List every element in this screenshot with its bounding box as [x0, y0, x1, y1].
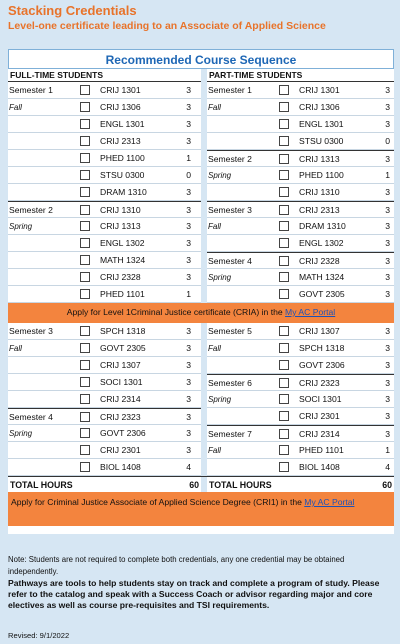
- course-hours: 3: [385, 119, 390, 129]
- semester-label: Semester 2: [9, 205, 53, 215]
- course-checkbox[interactable]: [279, 205, 289, 215]
- checkbox-cell: [70, 150, 100, 166]
- course-checkbox[interactable]: [80, 462, 90, 472]
- course-checkbox[interactable]: [80, 289, 90, 299]
- certificate-banner: [8, 303, 394, 323]
- course-checkbox[interactable]: [279, 394, 289, 404]
- course-checkbox[interactable]: [80, 85, 90, 95]
- course-checkbox[interactable]: [80, 360, 90, 370]
- course-row: [207, 374, 394, 391]
- course-hours: 3: [385, 85, 390, 95]
- course-hours: 3: [186, 238, 191, 248]
- checkbox-cell: [269, 286, 299, 302]
- semester-spacer: [8, 391, 70, 407]
- semester-spacer: [207, 133, 269, 149]
- course-hours: 3: [385, 394, 390, 404]
- course-code: PHED 1101: [299, 445, 344, 455]
- checkbox-cell: [70, 133, 100, 149]
- course-hours: 3: [186, 205, 191, 215]
- checkbox-cell: [70, 167, 100, 183]
- course-hours: 3: [186, 102, 191, 112]
- part-time-heading: PART-TIME STUDENTS: [207, 69, 394, 82]
- checkbox-cell: [70, 374, 100, 390]
- semester-label: Semester 3: [208, 205, 252, 215]
- course-checkbox[interactable]: [80, 377, 90, 387]
- term-label: Fall: [208, 103, 221, 112]
- total-hours-value: 60: [189, 480, 199, 490]
- course-hours: 4: [385, 462, 390, 472]
- course-checkbox[interactable]: [80, 102, 90, 112]
- term-label: Spring: [208, 395, 232, 404]
- course-row: [8, 184, 201, 201]
- term-label: Spring: [208, 273, 232, 282]
- course-hours: 1: [385, 445, 390, 455]
- course-code: MATH 1324: [100, 255, 146, 265]
- semester-label: Semester 6: [208, 378, 252, 388]
- course-hours: 3: [186, 119, 191, 129]
- course-code: CRIJ 1313: [299, 154, 340, 164]
- course-row: [8, 425, 201, 442]
- semester-label: Semester 4: [9, 412, 53, 422]
- course-hours: 3: [385, 154, 390, 164]
- course-checkbox[interactable]: [279, 170, 289, 180]
- course-hours: 3: [385, 429, 390, 439]
- checkbox-cell: [70, 409, 100, 424]
- course-code: BIOL 1408: [100, 462, 141, 472]
- course-row: [207, 425, 394, 442]
- course-hours: 3: [186, 412, 191, 422]
- course-checkbox[interactable]: [279, 154, 289, 164]
- course-checkbox[interactable]: [80, 428, 90, 438]
- semester-spacer: [8, 286, 70, 302]
- course-checkbox[interactable]: [80, 272, 90, 282]
- course-row: [207, 82, 394, 99]
- course-code: CRIJ 2328: [100, 272, 141, 282]
- checkbox-cell: [269, 408, 299, 424]
- course-checkbox[interactable]: [80, 136, 90, 146]
- course-checkbox[interactable]: [279, 343, 289, 353]
- course-hours: 3: [385, 205, 390, 215]
- semester-spacer: [8, 184, 70, 200]
- checkbox-cell: [269, 426, 299, 441]
- course-code: ENGL 1301: [100, 119, 145, 129]
- course-row: [8, 269, 201, 286]
- checkbox-cell: [269, 82, 299, 98]
- course-code: SOCI 1301: [100, 377, 143, 387]
- checkbox-cell: [70, 323, 100, 339]
- semester-spacer: [8, 116, 70, 132]
- course-row: [207, 218, 394, 235]
- semester-spacer: [207, 235, 269, 251]
- semester-spacer: [207, 459, 269, 475]
- course-code: CRIJ 1301: [299, 85, 340, 95]
- my-ac-portal-link[interactable]: My AC Portal: [285, 307, 336, 317]
- semester-spacer: [8, 442, 70, 458]
- course-row: [8, 323, 201, 340]
- course-row: [8, 82, 201, 99]
- part-time-column-bottom: [201, 323, 394, 476]
- semester-spacer: [8, 459, 70, 475]
- course-sequence-card: [8, 49, 394, 534]
- course-hours: 3: [186, 343, 191, 353]
- course-hours: 3: [186, 377, 191, 387]
- course-code: CRIJ 2323: [299, 378, 340, 388]
- course-checkbox[interactable]: [80, 170, 90, 180]
- checkbox-cell: [269, 235, 299, 251]
- checkbox-cell: [70, 459, 100, 475]
- semester-spacer: [8, 167, 70, 183]
- course-code: SPCH 1318: [100, 326, 146, 336]
- course-code: SOCI 1301: [299, 394, 342, 404]
- semester-label: Semester 2: [208, 154, 252, 164]
- course-code: STSU 0300: [299, 136, 344, 146]
- course-hours: 0: [385, 136, 390, 146]
- checkbox-cell: [269, 167, 299, 183]
- course-hours: 3: [186, 221, 191, 231]
- part-time-column-top: [201, 69, 394, 303]
- semester-label: Semester 4: [208, 256, 252, 266]
- course-code: CRIJ 2314: [299, 429, 340, 439]
- course-code: CRIJ 1313: [100, 221, 141, 231]
- checkbox-cell: [70, 357, 100, 373]
- checkbox-cell: [269, 99, 299, 115]
- course-code: STSU 0300: [100, 170, 145, 180]
- course-checkbox[interactable]: [279, 445, 289, 455]
- course-hours: 3: [385, 360, 390, 370]
- checkbox-cell: [70, 286, 100, 302]
- course-hours: 3: [186, 394, 191, 404]
- semester-spacer: [8, 252, 70, 268]
- course-code: CRIJ 1307: [299, 326, 340, 336]
- term-label: Fall: [208, 222, 221, 231]
- course-row: [8, 340, 201, 357]
- course-checkbox[interactable]: [80, 238, 90, 248]
- course-row: [8, 391, 201, 408]
- course-row: [8, 408, 201, 425]
- course-row: [8, 133, 201, 150]
- term-label: Fall: [208, 446, 221, 455]
- bottom-columns: [8, 323, 394, 476]
- term-label: Fall: [9, 103, 22, 112]
- top-columns: [8, 69, 394, 303]
- course-row: [8, 99, 201, 116]
- page-title: Stacking Credentials: [8, 3, 137, 18]
- course-row: [207, 167, 394, 184]
- course-hours: 3: [186, 85, 191, 95]
- course-hours: 3: [186, 187, 191, 197]
- semester-label: Semester 1: [208, 85, 252, 95]
- course-checkbox[interactable]: [279, 119, 289, 129]
- checkbox-cell: [70, 116, 100, 132]
- course-checkbox[interactable]: [80, 394, 90, 404]
- course-code: CRIJ 2323: [100, 412, 141, 422]
- course-hours: 3: [186, 360, 191, 370]
- course-checkbox[interactable]: [279, 85, 289, 95]
- course-row: [207, 252, 394, 269]
- course-code: ENGL 1301: [299, 119, 344, 129]
- semester-spacer: [8, 357, 70, 373]
- semester-spacer: [207, 357, 269, 373]
- total-hours-label: TOTAL HOURS: [10, 480, 73, 490]
- term-label: Spring: [9, 429, 33, 438]
- checkbox-cell: [269, 459, 299, 475]
- course-code: CRIJ 2314: [100, 394, 141, 404]
- semester-label: Semester 7: [208, 429, 252, 439]
- course-code: CRIJ 1310: [100, 205, 141, 215]
- course-row: [8, 357, 201, 374]
- checkbox-cell: [70, 99, 100, 115]
- course-code: CRIJ 1310: [299, 187, 340, 197]
- semester-spacer: [8, 150, 70, 166]
- course-checkbox[interactable]: [279, 411, 289, 421]
- full-time-heading: FULL-TIME STUDENTS: [8, 69, 201, 82]
- checkbox-cell: [70, 425, 100, 441]
- checkbox-cell: [70, 340, 100, 356]
- semester-spacer: [207, 116, 269, 132]
- course-hours: 3: [385, 411, 390, 421]
- checkbox-cell: [269, 151, 299, 166]
- course-code: BIOL 1408: [299, 462, 340, 472]
- course-hours: 3: [186, 255, 191, 265]
- course-checkbox[interactable]: [80, 412, 90, 422]
- course-code: ENGL 1302: [299, 238, 344, 248]
- course-row: [207, 116, 394, 133]
- course-row: [207, 201, 394, 218]
- course-hours: 3: [385, 378, 390, 388]
- checkbox-cell: [70, 391, 100, 407]
- checkbox-cell: [269, 202, 299, 217]
- checkbox-cell: [70, 269, 100, 285]
- course-row: [8, 442, 201, 459]
- course-row: [8, 374, 201, 391]
- course-code: CRIJ 2301: [299, 411, 340, 421]
- semester-spacer: [207, 286, 269, 302]
- degree-banner: [8, 492, 394, 526]
- course-hours: 3: [186, 272, 191, 282]
- course-code: CRIJ 2313: [299, 205, 340, 215]
- checkbox-cell: [70, 218, 100, 234]
- course-checkbox[interactable]: [80, 343, 90, 353]
- course-hours: 3: [186, 136, 191, 146]
- checkbox-cell: [269, 340, 299, 356]
- course-checkbox[interactable]: [279, 221, 289, 231]
- course-checkbox[interactable]: [279, 378, 289, 388]
- total-hours-row: [8, 476, 394, 492]
- course-row: [207, 340, 394, 357]
- course-row: [207, 133, 394, 150]
- course-row: [8, 218, 201, 235]
- course-checkbox[interactable]: [80, 119, 90, 129]
- course-code: GOVT 2306: [100, 428, 146, 438]
- degree-banner-text: Apply for Criminal Justice Associate of Applied Science Degree (CRI1) in the: [11, 497, 305, 507]
- course-checkbox[interactable]: [279, 429, 289, 439]
- checkbox-cell: [269, 269, 299, 285]
- course-hours: 1: [186, 153, 191, 163]
- course-hours: 3: [186, 428, 191, 438]
- checkbox-cell: [269, 323, 299, 339]
- course-row: [207, 323, 394, 340]
- course-hours: 3: [385, 187, 390, 197]
- part-time-total: [201, 477, 394, 492]
- checkbox-cell: [70, 202, 100, 217]
- semester-spacer: [207, 184, 269, 200]
- course-hours: 1: [385, 170, 390, 180]
- course-hours: 3: [385, 289, 390, 299]
- sequence-title: Recommended Course Sequence: [8, 49, 394, 69]
- course-checkbox[interactable]: [80, 187, 90, 197]
- course-checkbox[interactable]: [279, 187, 289, 197]
- note-text: Note: Students are not required to complete both credentials, any one credential may be obtained independently.: [8, 555, 345, 576]
- checkbox-cell: [70, 82, 100, 98]
- course-row: [8, 286, 201, 303]
- course-row: [207, 99, 394, 116]
- course-row: [207, 184, 394, 201]
- course-code: ENGL 1302: [100, 238, 145, 248]
- course-checkbox[interactable]: [279, 238, 289, 248]
- course-row: [207, 150, 394, 167]
- checkbox-cell: [269, 253, 299, 268]
- course-checkbox[interactable]: [80, 255, 90, 265]
- full-time-total: [8, 477, 201, 492]
- course-row: [207, 391, 394, 408]
- semester-spacer: [8, 235, 70, 251]
- course-checkbox[interactable]: [279, 462, 289, 472]
- course-code: GOVT 2305: [100, 343, 146, 353]
- course-row: [8, 116, 201, 133]
- course-hours: 3: [186, 445, 191, 455]
- term-label: Spring: [9, 222, 33, 231]
- page-header: [8, 3, 326, 33]
- course-code: SPCH 1318: [299, 343, 345, 353]
- course-row: [207, 408, 394, 425]
- semester-label: Semester 3: [9, 326, 53, 336]
- checkbox-cell: [70, 235, 100, 251]
- checkbox-cell: [70, 184, 100, 200]
- course-hours: 3: [186, 326, 191, 336]
- course-hours: 3: [385, 272, 390, 282]
- course-hours: 4: [186, 462, 191, 472]
- course-hours: 3: [385, 326, 390, 336]
- term-label: Fall: [9, 344, 22, 353]
- checkbox-cell: [269, 357, 299, 373]
- course-checkbox[interactable]: [80, 221, 90, 231]
- checkbox-cell: [70, 252, 100, 268]
- course-code: PHED 1101: [100, 289, 145, 299]
- pathways-text: Pathways are tools to help students stay on track and complete a program of study. Please refer to the catalog and speak with a Success Coach or advisor regarding major and core electives as well as course pre-requisites and TSI requirements.: [8, 578, 380, 610]
- course-code: PHED 1100: [299, 170, 344, 180]
- course-hours: 3: [385, 238, 390, 248]
- course-row: [207, 286, 394, 303]
- course-code: DRAM 1310: [299, 221, 346, 231]
- course-checkbox[interactable]: [279, 289, 289, 299]
- course-row: [8, 252, 201, 269]
- course-code: CRIJ 1306: [100, 102, 141, 112]
- course-checkbox[interactable]: [279, 256, 289, 266]
- checkbox-cell: [269, 391, 299, 407]
- course-row: [207, 442, 394, 459]
- course-hours: 1: [186, 289, 191, 299]
- semester-spacer: [8, 374, 70, 390]
- course-row: [207, 235, 394, 252]
- course-code: CRIJ 1301: [100, 85, 141, 95]
- course-row: [8, 235, 201, 252]
- term-label: Fall: [208, 344, 221, 353]
- course-checkbox[interactable]: [279, 326, 289, 336]
- course-code: CRIJ 2313: [100, 136, 141, 146]
- course-hours: 0: [186, 170, 191, 180]
- course-checkbox[interactable]: [279, 136, 289, 146]
- checkbox-cell: [269, 133, 299, 149]
- checkbox-cell: [269, 375, 299, 390]
- course-row: [207, 357, 394, 374]
- course-row: [8, 167, 201, 184]
- course-code: CRIJ 1307: [100, 360, 141, 370]
- checkbox-cell: [269, 116, 299, 132]
- course-row: [8, 459, 201, 476]
- course-code: GOVT 2305: [299, 289, 345, 299]
- course-code: CRIJ 1306: [299, 102, 340, 112]
- course-row: [8, 201, 201, 218]
- course-hours: 3: [385, 221, 390, 231]
- my-ac-portal-link[interactable]: My AC Portal: [304, 497, 355, 507]
- course-row: [207, 269, 394, 286]
- revised-date: Revised: 9/1/2022: [8, 631, 70, 640]
- checkbox-cell: [269, 184, 299, 200]
- total-hours-label: TOTAL HOURS: [209, 480, 272, 490]
- course-code: MATH 1324: [299, 272, 345, 282]
- course-checkbox[interactable]: [279, 102, 289, 112]
- course-checkbox[interactable]: [279, 360, 289, 370]
- page-subtitle: Level-one certificate leading to an Associate of Applied Science: [8, 20, 326, 32]
- course-row: [8, 150, 201, 167]
- full-time-column-bottom: [8, 323, 201, 476]
- checkbox-cell: [269, 442, 299, 458]
- checkbox-cell: [269, 218, 299, 234]
- course-row: [207, 459, 394, 476]
- semester-label: Semester 5: [208, 326, 252, 336]
- total-hours-value: 60: [382, 480, 392, 490]
- course-hours: 3: [385, 343, 390, 353]
- semester-spacer: [207, 408, 269, 424]
- semester-label: Semester 1: [9, 85, 53, 95]
- course-code: CRIJ 2301: [100, 445, 141, 455]
- full-time-column-top: [8, 69, 201, 303]
- certificate-banner-text: Apply for Level 1Criminal Justice certificate (CRIA) in the: [66, 307, 286, 317]
- checkbox-cell: [70, 442, 100, 458]
- course-code: PHED 1100: [100, 153, 145, 163]
- term-label: Spring: [208, 171, 232, 180]
- course-checkbox[interactable]: [80, 153, 90, 163]
- course-code: GOVT 2306: [299, 360, 345, 370]
- semester-spacer: [8, 269, 70, 285]
- course-checkbox[interactable]: [80, 326, 90, 336]
- course-hours: 3: [385, 102, 390, 112]
- semester-spacer: [8, 133, 70, 149]
- course-hours: 3: [385, 256, 390, 266]
- course-code: DRAM 1310: [100, 187, 147, 197]
- course-checkbox[interactable]: [80, 205, 90, 215]
- course-code: CRIJ 2328: [299, 256, 340, 266]
- course-checkbox[interactable]: [279, 272, 289, 282]
- course-checkbox[interactable]: [80, 445, 90, 455]
